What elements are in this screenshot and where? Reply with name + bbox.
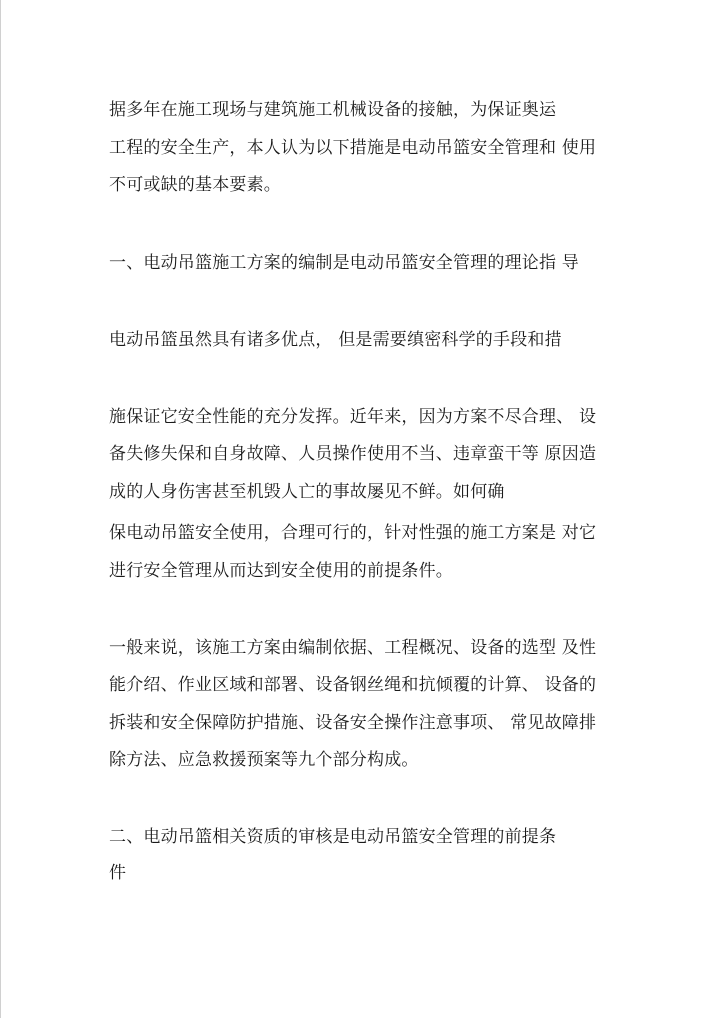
text-line: 成的人身伤害甚至机毁人亡的事故屡见不鲜。如何确 (109, 482, 505, 502)
text-line: 施保证它安全性能的充分发挥。近年来，因为方案不尽合理、 设 (109, 407, 597, 427)
text-line: 备失修失保和自身故障、人员操作使用不当、违章蛮干等 原因造 (109, 444, 597, 464)
text-line: 不可或缺的基本要素。 (109, 175, 281, 195)
text-line: 件 (109, 863, 127, 883)
text-line: 拆装和安全保障防护措施、设备安全操作注意事项、 常见故障排 (109, 713, 597, 733)
section-heading-1: 一、电动吊篮施工方案的编制是电动吊篮安全管理的理论指 导 (109, 253, 580, 273)
section-heading-2: 二、电动吊篮相关资质的审核是电动吊篮安全管理的前提条 (109, 827, 557, 847)
text-line: 除方法、应急救援预案等九个部分构成。 (109, 750, 419, 770)
text-line: 工程的安全生产，本人认为以下措施是电动吊篮安全管理和 使用 (109, 138, 597, 158)
text-line: 电动吊篮虽然具有诸多优点， 但是需要缜密科学的手段和措 (109, 330, 562, 350)
text-line: 据多年在施工现场与建筑施工机械设备的接触，为保证奥运 (109, 100, 557, 120)
text-line: 进行安全管理从而达到安全使用的前提条件。 (109, 561, 453, 581)
text-line: 一般来说，该施工方案由编制依据、工程概况、设备的选型 及性 (109, 638, 597, 658)
text-line: 能介绍、作业区域和部署、设备钢丝绳和抗倾覆的计算、 设备的 (109, 675, 597, 695)
text-line: 保电动吊篮安全使用，合理可行的，针对性强的施工方案是 对它 (109, 523, 597, 543)
